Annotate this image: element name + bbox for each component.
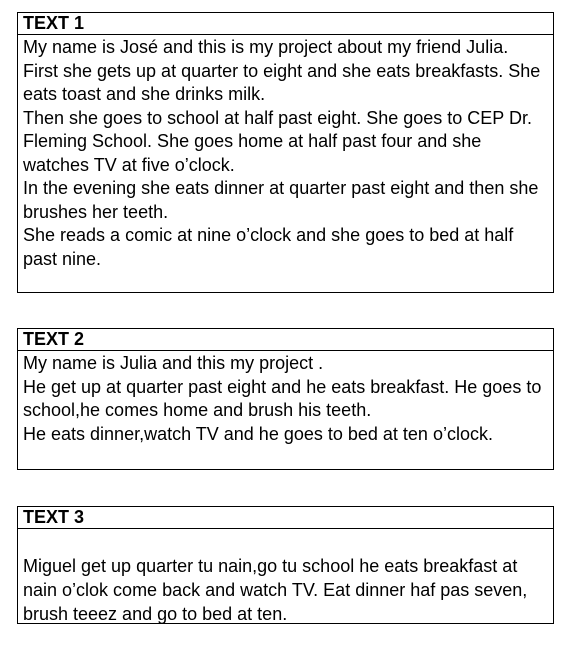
text-1-body (18, 35, 553, 271)
text-1-paragraph: Then she goes to school at half past eight. She goes to CEP Dr. Fleming School. She goes home at half past four and she watches TV at five o’clock. (23, 107, 532, 175)
text-1-box (17, 12, 554, 293)
text-1-title: TEXT 1 (18, 13, 553, 35)
text-3-paragraph: Miguel get up quarter tu nain,go tu school he eats breakfast at nain o’clok come back and watch TV. Eat dinner haf pas seven, brush teeez and go to bed at ten. (23, 556, 528, 624)
text-1-paragraph: She reads a comic at nine o’clock and she goes to bed at half past nine. (23, 225, 514, 269)
text-2-paragraph: He eats dinner,watch TV and he goes to bed at ten o’clock. (23, 423, 493, 444)
text-1-paragraph: My name is José and this is my project about my friend Julia. (23, 37, 509, 57)
text-3-body (18, 529, 553, 626)
text-3-title: TEXT 3 (18, 507, 553, 529)
text-2-body (18, 351, 553, 446)
text-2-box (17, 328, 554, 470)
text-1-paragraph: First she gets up at quarter to eight and she eats breakfasts. She eats toast and she drinks milk. (23, 60, 541, 104)
text-2-paragraph: My name is Julia and this my project . (23, 353, 324, 373)
text-2-title: TEXT 2 (18, 329, 553, 351)
text-3-box (17, 506, 554, 624)
text-2-paragraph: He get up at quarter past eight and he eats breakfast. He goes to school,he comes home and brush his teeth. (23, 376, 542, 420)
text-1-paragraph: In the evening she eats dinner at quarter past eight and then she brushes her teeth. (23, 178, 539, 222)
